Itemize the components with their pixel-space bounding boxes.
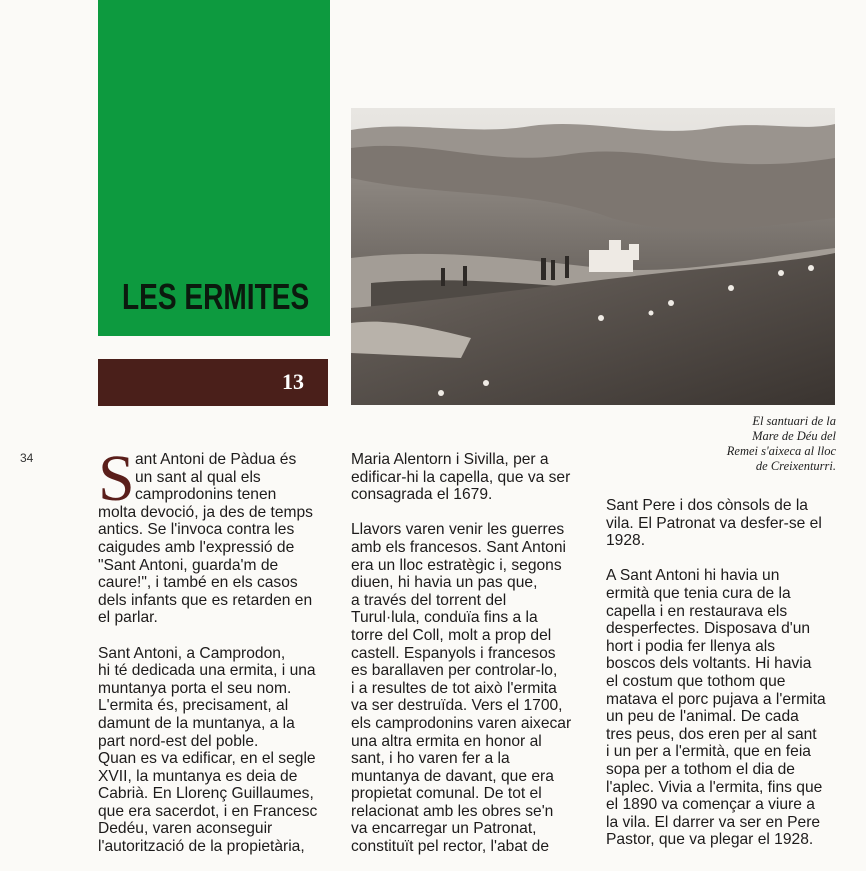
article-line: camprodonins tenen [135, 486, 277, 504]
article-line: muntanya porta el seu nom. [98, 679, 292, 697]
article-line: XVII, la muntanya es deia de [98, 767, 298, 785]
article-line: Dedéu, varen aconseguir [98, 820, 273, 838]
article-line: A Sant Antoni hi havia un [606, 567, 780, 585]
article-line: Quan es va edificar, en el segle [98, 750, 316, 768]
article-line [351, 504, 571, 522]
article-line: el parlar. [98, 609, 158, 627]
article-line: constituït pel rector, l'abat de [351, 838, 550, 856]
article-line: tres peus, dos eren per al sant [606, 725, 817, 743]
article-line: es barallaven per controlar-lo, [351, 662, 558, 680]
article-line: ant Antoni de Pàdua és [135, 451, 297, 468]
chapter-number: 13 [282, 369, 304, 394]
article-line: edificar-hi la capella, que va ser [351, 468, 571, 486]
article-line: L'ermita és, precisament, al [98, 697, 289, 715]
article-line: part nord-est del poble. [98, 732, 259, 750]
article-line: castell. Espanyols i francesos [351, 644, 556, 662]
article-line: muntanya de davant, que era [351, 767, 554, 785]
article-line: damunt de la muntanya, a la [98, 714, 295, 732]
chapter-title: LES ERMITES [122, 276, 310, 317]
article-line: dels infants que es retarden en [98, 591, 313, 609]
caption-line: Mare de Déu del [752, 429, 836, 443]
article-column-2 [351, 451, 571, 856]
article-line: Pastor, que va plegar el 1928. [606, 831, 814, 849]
article-line: la vila. El darrer va ser en Pere [606, 813, 821, 831]
article-line: matava el porc pujava a l'ermita [606, 690, 826, 708]
article-line: Turul·lula, conduïa fins a la [351, 609, 538, 627]
article-line: capella i en restaurava els [606, 602, 788, 620]
article-line: consagrada el 1679. [351, 486, 493, 504]
article-line: l'autorització de la propietària, [98, 838, 305, 856]
article-line: boscos dels voltants. Hi havia [606, 655, 812, 673]
article-line: "Sant Antoni, guarda'm de [98, 556, 279, 574]
article-line: amb els francesos. Sant Antoni [351, 538, 566, 556]
article-line: que era sacerdot, i en Francesc [98, 802, 318, 820]
article-line: caure!", i també en els casos [98, 574, 298, 592]
drop-cap: S [98, 442, 135, 515]
article-line: relacionat amb les obres se'n [351, 802, 554, 820]
article-line: antics. Se l'invoca contra les [98, 521, 295, 539]
article-line: Cabrià. En Llorenç Guillaumes, [98, 785, 314, 803]
article-line: sant, i ho varen fer a la [351, 750, 510, 768]
article-line: Sant Pere i dos cònsols de la [606, 497, 808, 514]
article-line [606, 550, 826, 568]
caption-line: Remei s'aixeca al lloc [726, 444, 836, 458]
article-line: hi té dedicada una ermita, i una [98, 662, 316, 680]
article-line: era un lloc estratègic i, segons [351, 556, 562, 574]
article-line: un peu de l'animal. De cada [606, 708, 799, 726]
article-line: Maria Alentorn i Sivilla, per a [351, 451, 549, 468]
article-line: vila. El Patronat va desfer-se el [606, 514, 822, 532]
article-line: el 1890 va començar a viure a [606, 796, 815, 814]
article-line: un sant al qual els [135, 468, 261, 486]
article-line: desperfectes. Disposava d'un [606, 620, 811, 638]
article-line: propietat comunal. De tot el [351, 785, 542, 803]
article-line: a través del torrent del [351, 591, 507, 609]
article-line: va ser destruïda. Vers el 1700, [351, 697, 563, 715]
caption-line: de Creixenturri. [755, 459, 836, 473]
article-line: hort i podia fer llenya als [606, 637, 776, 655]
sanctuary-photo [351, 108, 835, 405]
article-line: el costum que tothom que [606, 672, 786, 690]
article-line: molta devoció, ja des de temps [98, 503, 313, 521]
article-line: i a resultes de tot això l'ermita [351, 679, 557, 697]
article-line: Llavors varen venir les guerres [351, 521, 565, 539]
article-line [98, 627, 317, 645]
photo-caption [620, 414, 836, 474]
article-line: diuen, hi havia un pas que, [351, 574, 538, 592]
article-line: una altra ermita en honor al [351, 732, 542, 750]
article-column-3 [606, 497, 826, 849]
article-line: els camprodonins varen aixecar [351, 714, 572, 732]
article-line: l'aplec. Vivia a l'ermita, fins que [606, 778, 823, 796]
article-line: i un per a l'ermità, que en feia [606, 743, 811, 761]
page-number: 34 [20, 451, 34, 465]
article-line: va encarregar un Patronat, [351, 820, 537, 838]
article-line: 1928. [606, 532, 646, 550]
article-column-1 [98, 442, 318, 856]
article-line: torre del Coll, molt a prop del [351, 626, 552, 644]
article-line: ermità que tenia cura de la [606, 584, 791, 602]
article-line: sopa per a tothom el dia de [606, 760, 795, 778]
article-line: Sant Antoni, a Camprodon, [98, 644, 286, 662]
article-line: caigudes amb l'expressió de [98, 538, 295, 556]
caption-line: El santuari de la [752, 414, 836, 428]
chapter-number-bar [98, 359, 328, 406]
